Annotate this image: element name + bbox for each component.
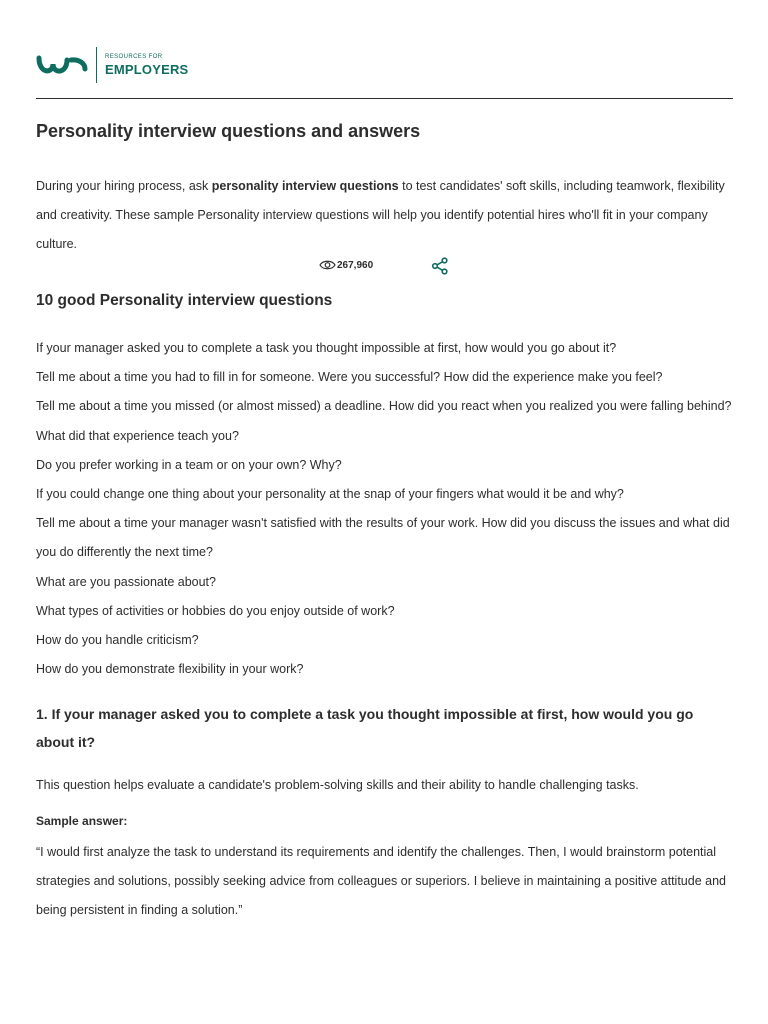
view-count [319, 259, 373, 271]
article-meta [36, 257, 733, 277]
logo-wordmark: EMPLOYERS [105, 62, 189, 77]
question-item: How do you handle criticism? [36, 633, 199, 648]
share-icon[interactable] [431, 257, 449, 275]
view-count-value: 267,960 [337, 259, 374, 271]
question-item: Tell me about a time you had to fill in for someone. Were you successful? How did the experience make you feel? [36, 370, 663, 385]
questions-heading: 10 good Personality interview questions [36, 292, 333, 309]
logo-tagline: RESOURCES FOR [105, 54, 163, 60]
intro-keyword-link[interactable]: personality interview questions [211, 179, 399, 193]
intro-paragraph [36, 172, 733, 259]
question-item: How do you demonstrate flexibility in your work? [36, 662, 304, 677]
eye-icon [319, 259, 336, 271]
question-1-explanation: This question helps evaluate a candidate's problem-solving skills and their ability to handle challenging tasks. [36, 778, 639, 792]
question-item: What are you passionate about? [36, 574, 216, 589]
logo-divider [96, 47, 97, 83]
logo-text [105, 54, 188, 76]
questions-list [36, 334, 733, 684]
question-item: If your manager asked you to complete a task you thought impossible at first, how would you go about it? [36, 341, 617, 355]
header-divider [36, 98, 733, 99]
question-1-heading: 1. If your manager asked you to complete a task you thought impossible at first, how would you go about it? [36, 706, 694, 750]
intro-text-end: to test candidates' soft skills, including teamwork, flexibility and creativity. These sample Personality interview questions will help you identify potential hires who'll fit in your company culture. [36, 179, 725, 251]
question-item: Tell me about a time you missed (or almost missed) a deadline. How did you react when you realized you were falling behind? What did that experience teach you? [36, 399, 732, 443]
logo-mark-icon [36, 50, 88, 80]
sample-answer-text: “I would first analyze the task to understand its requirements and identify the challenges. Then, I would brainstorm potential strategies and solutions, possibly seeking advice from colleagues or superiors. I believe in maintaining a positive attitude and being persistent in finding a solution.” [36, 845, 726, 917]
question-item: What types of activities or hobbies do you enjoy outside of work? [36, 603, 395, 618]
logo[interactable] [36, 46, 188, 84]
intro-text-start: During your hiring process, ask [36, 179, 212, 193]
question-item: Do you prefer working in a team or on your own? Why? [36, 457, 342, 472]
question-item: Tell me about a time your manager wasn't satisfied with the results of your work. How did you discuss the issues and what did you do differently the next time? [36, 516, 730, 560]
question-item: If you could change one thing about your personality at the snap of your fingers what would it be and why? [36, 487, 624, 502]
sample-answer-label: Sample answer: [36, 814, 128, 828]
page-title: Personality interview questions and answers [36, 121, 421, 141]
